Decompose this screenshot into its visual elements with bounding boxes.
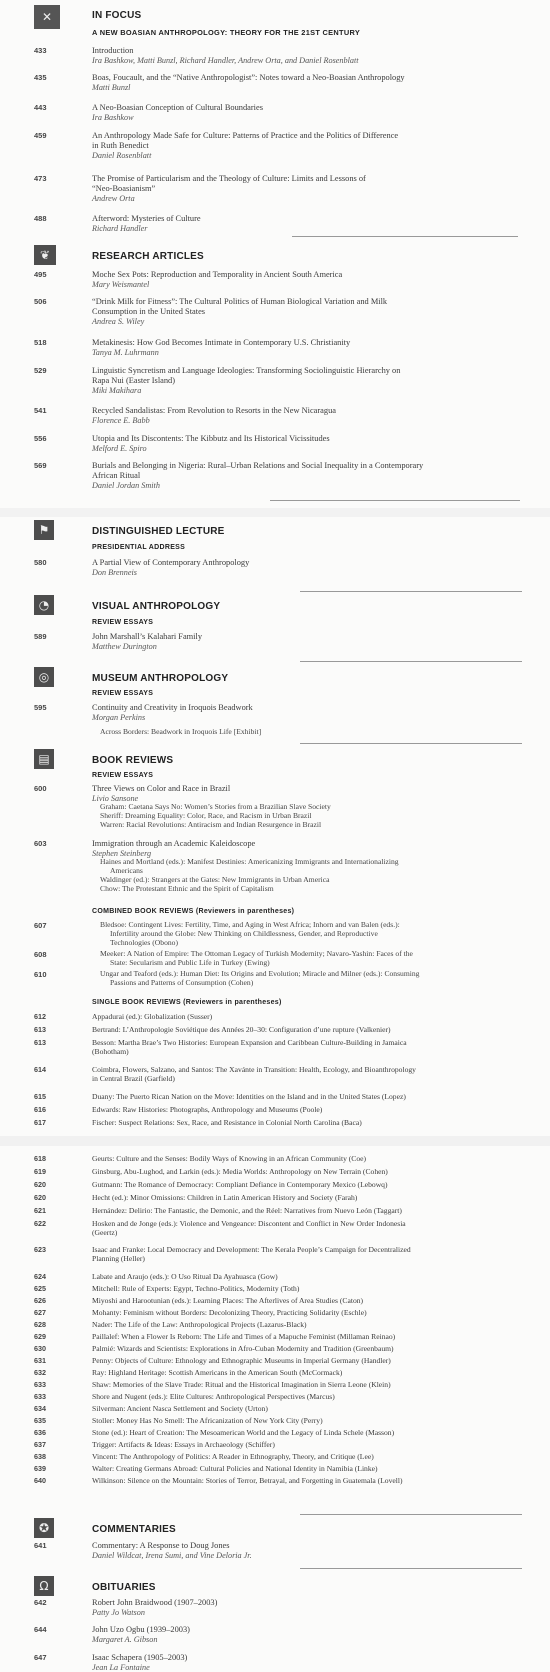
page-number: 627 — [34, 1308, 46, 1317]
reviewed-book: Haines and Mortland (eds.): Manifest Destinies: Americanizing Immigrants and Internationalizing — [100, 857, 399, 867]
section-heading-museum-anthropology: MUSEUM ANTHROPOLOGY — [92, 673, 229, 684]
page-number: 518 — [34, 338, 47, 347]
entry-authors: Stephen Steinberg — [92, 848, 152, 858]
entry-title: John Uzo Ogbu (1939–2003) — [92, 1625, 190, 1634]
page-number: 633 — [34, 1392, 46, 1401]
page-number: 630 — [34, 1344, 46, 1353]
visual-anthropology-icon: ◔ — [34, 595, 54, 615]
section-heading-commentaries: COMMENTARIES — [92, 1524, 176, 1535]
single-review-text: Coimbra, Flowers, Salzano, and Santos: The Xavánte in Transition: Health, Ecology, and Bioanthropology — [92, 1065, 416, 1074]
page-number: 459 — [34, 131, 47, 140]
entry-title-continued: Consumption in the United States — [92, 306, 206, 316]
entry-title-continued: “Neo-Boasianism” — [92, 183, 156, 193]
page-number: 618 — [34, 1154, 46, 1163]
section-subheading: REVIEW ESSAYS — [92, 619, 154, 626]
single-review-text: Gutmann: The Romance of Democracy: Compliant Defiance in Contemporary Mexico (Lebowq) — [92, 1180, 388, 1189]
single-review-text: Vincent: The Anthropology of Politics: A Reader in Ethnography, Theory, and Critique (Lee) — [92, 1452, 374, 1461]
entry-title: Immigration through an Academic Kaleidoscope — [92, 839, 256, 848]
section-heading-research-articles: RESEARCH ARTICLES — [92, 251, 204, 262]
page-number: 620 — [34, 1193, 46, 1202]
page-number: 641 — [34, 1541, 47, 1550]
entry-authors: Daniel Rosenblatt — [92, 150, 152, 160]
entry-title: An Anthropology Made Safe for Culture: Patterns of Practice and the Politics of Difference — [92, 131, 399, 140]
single-review-text-continued: (Bohotham) — [92, 1047, 129, 1057]
entry-authors: Florence E. Babb — [92, 415, 150, 425]
single-review-text: Ginsburg, Abu-Lughod, and Larkin (eds.): Media Worlds: Anthropology on New Terrain (Cohen) — [92, 1167, 388, 1176]
page-number: 617 — [34, 1118, 46, 1127]
page-number: 647 — [34, 1653, 47, 1662]
entry-title: Afterword: Mysteries of Culture — [92, 214, 201, 223]
single-review-text: Ray: Highland Heritage: Scottish Americans in the American South (McCormack) — [92, 1368, 343, 1377]
single-review-text-continued: (Geertz) — [92, 1228, 118, 1238]
page-number: 506 — [34, 297, 47, 306]
single-review-text: Penny: Objects of Culture: Ethnology and Ethnographic Museums in Imperial Germany (Handler) — [92, 1356, 391, 1365]
entry-authors: Margaret A. Gibson — [92, 1634, 158, 1644]
page-number: 640 — [34, 1476, 46, 1485]
page-number: 631 — [34, 1356, 46, 1365]
reviewed-book: Graham: Caetana Says No: Women’s Stories from a Brazilian Slave Society — [100, 802, 331, 812]
page-number: 620 — [34, 1180, 46, 1189]
page-number: 610 — [34, 970, 47, 979]
page-number: 595 — [34, 703, 47, 712]
page-number: 635 — [34, 1416, 46, 1425]
combined-review-text-continued: State: Secularism and Public Life in Turkey (Ewing) — [110, 957, 270, 967]
entry-title: “Drink Milk for Fitness”: The Cultural Politics of Human Biological Variation and Milk — [92, 297, 388, 306]
page-number: 644 — [34, 1625, 47, 1634]
single-review-text: Wilkinson: Silence on the Mountain: Stories of Terror, Betrayal, and Forgetting in Guatemala (Lovell) — [92, 1476, 403, 1485]
entry-authors: Melford E. Spiro — [92, 443, 147, 453]
page-number: 624 — [34, 1272, 46, 1281]
museum-anthropology-icon: ◎ — [34, 667, 54, 687]
combined-review-text: Bledsoe: Contingent Lives: Fertility, Time, and Aging in West Africa; Inhorn and van Balen (eds.): — [100, 920, 400, 929]
page-number: 580 — [34, 558, 47, 567]
page-number: 600 — [34, 784, 47, 793]
page-number: 638 — [34, 1452, 46, 1461]
entry-title-continued: in Ruth Benedict — [92, 140, 149, 150]
contents-sheet-1 — [0, 0, 550, 508]
section-subheading: SINGLE BOOK REVIEWS (Reviewers in parentheses) — [92, 999, 282, 1006]
single-review-text: Stoller: Money Has No Smell: The Africanization of New York City (Perry) — [92, 1416, 323, 1425]
page-number: 623 — [34, 1245, 46, 1254]
page-number: 435 — [34, 73, 47, 82]
entry-title: A Neo-Boasian Conception of Cultural Boundaries — [92, 103, 263, 112]
page-number: 632 — [34, 1368, 46, 1377]
combined-review-text-continued: Infertility around the Globe: New Thinking on Childlessness, Gender, and Reproductive — [110, 928, 378, 938]
commentaries-icon: ✪ — [34, 1518, 54, 1538]
entry-related-item: Across Borders: Beadwork in Iroquois Life [Exhibit] — [100, 727, 262, 737]
section-subheading: COMBINED BOOK REVIEWS (Reviewers in parentheses) — [92, 908, 295, 915]
divider — [300, 1568, 522, 1569]
research-articles-icon: ❦ — [34, 245, 56, 265]
divider — [292, 236, 518, 237]
entry-authors: Don Brenneis — [92, 567, 137, 577]
single-review-text-continued: Planning (Heller) — [92, 1254, 145, 1264]
page-number: 614 — [34, 1065, 46, 1074]
single-review-text: Miyoshi and Harootunian (eds.): Learning Places: The Afterlives of Area Studies (Caton) — [92, 1296, 364, 1305]
entry-title: The Promise of Particularism and the Theology of Culture: Limits and Lessons of — [92, 174, 366, 183]
entry-title: Robert John Braidwood (1907–2003) — [92, 1598, 218, 1607]
page-number: 488 — [34, 214, 47, 223]
single-review-text: Isaac and Franke: Local Democracy and Development: The Kerala People’s Campaign for Decentralized — [92, 1245, 411, 1254]
entry-title: Continuity and Creativity in Iroquois Beadwork — [92, 703, 253, 712]
combined-review-text-continued: Passions and Patterns of Consumption (Cohen) — [110, 977, 254, 987]
single-review-text: Mitchell: Rule of Experts: Egypt, Techno-Politics, Modernity (Toth) — [92, 1284, 300, 1293]
reviewed-book: Warren: Racial Revolutions: Antiracism and Indian Resurgence in Brazil — [100, 819, 322, 829]
obituaries-icon: Ω — [34, 1576, 54, 1596]
entry-authors: Patty Jo Watson — [92, 1607, 145, 1617]
single-review-text-continued: in Central Brazil (Garfield) — [92, 1074, 175, 1084]
page-number: 625 — [34, 1284, 46, 1293]
single-review-text: Hosken and de Jonge (eds.): Violence and Vengeance: Discontent and Conflict in New Order Indonesia — [92, 1219, 406, 1228]
section-subheading: PRESIDENTIAL ADDRESS — [92, 544, 186, 551]
page-number: 619 — [34, 1167, 46, 1176]
page-number: 629 — [34, 1332, 46, 1341]
entry-authors: Daniel Wildcat, Irena Sumi, and Vine Deloria Jr. — [92, 1550, 252, 1560]
reviewed-book-continued: Americans — [110, 866, 143, 875]
page-number: 569 — [34, 461, 47, 470]
page-number: 603 — [34, 839, 47, 848]
section-heading-visual-anthropology: VISUAL ANTHROPOLOGY — [92, 601, 221, 612]
single-review-text: Nader: The Life of the Law: Anthropological Projects (Lazarus-Black) — [92, 1320, 307, 1329]
divider — [300, 1514, 522, 1515]
entry-title-continued: African Ritual — [92, 470, 141, 480]
single-review-text: Paillalef: When a Flower Is Reborn: The Life and Times of a Mapuche Feminist (Millaman Reinao) — [92, 1332, 396, 1341]
page-number: 639 — [34, 1464, 46, 1473]
entry-authors: Miki Makihara — [92, 385, 142, 395]
page-number: 529 — [34, 366, 47, 375]
divider — [300, 743, 522, 744]
entry-title: Burials and Belonging in Nigeria: Rural–Urban Relations and Social Inequality in a Contemporary — [92, 461, 424, 470]
single-review-text: Duany: The Puerto Rican Nation on the Move: Identities on the Island and in the United States (Lopez) — [92, 1092, 406, 1101]
single-review-text: Bertrand: L’Anthropologie Soviétique des Années 20–30: Configuration d’une rupture (Valkenier) — [92, 1025, 391, 1034]
single-review-text: Mohanty: Feminism without Borders: Decolonizing Theory, Practicing Solidarity (Eschle) — [92, 1308, 367, 1317]
entry-authors: Ira Bashkow, Matti Bunzl, Richard Handler, Andrew Orta, and Daniel Rosenblatt — [92, 55, 359, 65]
entry-title: Linguistic Syncretism and Language Ideologies: Transforming Sociolinguistic Hierarchy on — [92, 366, 401, 375]
single-review-text: Labate and Araujo (eds.): O Uso Ritual Da Ayahuasca (Gow) — [92, 1272, 278, 1281]
single-review-text: Geurts: Culture and the Senses: Bodily Ways of Knowing in an African Community (Coe) — [92, 1154, 367, 1163]
page-number: 556 — [34, 434, 47, 443]
entry-title: John Marshall’s Kalahari Family — [92, 632, 203, 641]
entry-authors: Tanya M. Luhrmann — [92, 347, 159, 357]
single-review-text: Edwards: Raw Histories: Photographs, Anthropology and Museums (Poole) — [92, 1105, 323, 1114]
entry-authors: Andrew Orta — [92, 193, 135, 203]
reviewed-book: Waldinger (ed.): Strangers at the Gates: New Immigrants in Urban America — [100, 874, 330, 884]
page-number: 642 — [34, 1598, 47, 1607]
entry-authors: Daniel Jordan Smith — [92, 480, 160, 490]
page-number: 443 — [34, 103, 47, 112]
page-number: 473 — [34, 174, 47, 183]
section-heading-distinguished-lecture: DISTINGUISHED LECTURE — [92, 526, 225, 537]
page-number: 637 — [34, 1440, 46, 1449]
single-review-text: Appadurai (ed.): Globalization (Susser) — [92, 1012, 213, 1021]
entry-title-continued: Rapa Nui (Easter Island) — [92, 375, 176, 385]
in-focus-icon: ✕ — [34, 5, 60, 29]
sheet-gap — [0, 1136, 550, 1146]
page-number: 613 — [34, 1038, 46, 1047]
entry-title: Recycled Sandalistas: From Revolution to Resorts in the New Nicaragua — [92, 406, 336, 415]
combined-review-text: Meeker: A Nation of Empire: The Ottoman Legacy of Turkish Modernity; Navaro-Yashin: Faces of the — [100, 949, 413, 958]
page-number: 615 — [34, 1092, 46, 1101]
book-reviews-icon: ▤ — [34, 749, 54, 769]
single-review-text: Besson: Martha Brae’s Two Histories: European Expansion and Caribbean Culture-Building in Jamaica — [92, 1038, 407, 1047]
entry-title: Three Views on Color and Race in Brazil — [92, 784, 231, 793]
single-review-text: Fischer: Suspect Relations: Sex, Race, and Resistance in Colonial North Carolina (Baca) — [92, 1118, 362, 1127]
distinguished-lecture-icon: ⚑ — [34, 520, 54, 540]
entry-authors: Matthew Durington — [92, 641, 157, 651]
page-number: 636 — [34, 1428, 46, 1437]
reviewed-book: Chow: The Protestant Ethnic and the Spirit of Capitalism — [100, 883, 274, 893]
page-number: 433 — [34, 46, 47, 55]
single-review-text: Shaw: Memories of the Slave Trade: Ritual and the Historical Imagination in Sierra Leone (Klein) — [92, 1380, 391, 1389]
single-review-text: Palmié: Wizards and Scientists: Explorations in Afro-Cuban Modernity and Tradition (Greenbaum) — [92, 1344, 394, 1353]
entry-title: Introduction — [92, 46, 134, 55]
single-review-text: Stone (ed.): Heart of Creation: The Mesoamerican World and the Legacy of Linda Schele (Masson) — [92, 1428, 395, 1437]
page-number: 621 — [34, 1206, 46, 1215]
divider — [270, 500, 520, 501]
single-review-text: Shore and Nugent (eds.): Elite Cultures: Anthropological Perspectives (Marcus) — [92, 1392, 335, 1401]
single-review-text: Hernández: Delirio: The Fantastic, the Demonic, and the Réel: Narratives from Nuevo León (Taggart) — [92, 1206, 402, 1215]
combined-review-text: Ungar and Teaford (eds.): Human Diet: Its Origins and Evolution; Miracle and Milner (eds.): Consuming — [100, 969, 420, 978]
entry-title: Commentary: A Response to Doug Jones — [92, 1541, 230, 1550]
sheet-gap — [0, 508, 550, 517]
combined-review-text-continued: Technologies (Obono) — [110, 937, 179, 947]
entry-authors: Livio Sansone — [92, 793, 139, 803]
page-number: 541 — [34, 406, 47, 415]
entry-title: A Partial View of Contemporary Anthropology — [92, 558, 250, 567]
entry-authors: Richard Handler — [92, 223, 148, 233]
entry-authors: Ira Bashkow — [92, 112, 134, 122]
entry-authors: Morgan Perkins — [92, 712, 146, 722]
entry-authors: Matti Bunzl — [92, 82, 131, 92]
divider — [300, 591, 522, 592]
single-review-text: Walter: Creating Germans Abroad: Cultural Policies and National Identity in Namibia (Linke) — [92, 1464, 378, 1473]
single-review-text: Silverman: Ancient Nasca Settlement and Society (Urton) — [92, 1404, 268, 1413]
page-number: 495 — [34, 270, 47, 279]
entry-title: Isaac Schapera (1905–2003) — [92, 1653, 188, 1662]
section-subheading: REVIEW ESSAYS — [92, 690, 154, 697]
section-heading-obituaries: OBITUARIES — [92, 1582, 156, 1593]
section-heading-book-reviews: BOOK REVIEWS — [92, 755, 174, 766]
single-review-text: Trigger: Artifacts & Ideas: Essays in Archaeology (Schiffer) — [92, 1440, 275, 1449]
section-subheading: A NEW BOASIAN ANTHROPOLOGY: THEORY FOR THE 21ST CENTURY — [92, 28, 361, 37]
page-number: 626 — [34, 1296, 46, 1305]
entry-title: Boas, Foucault, and the “Native Anthropologist”: Notes toward a Neo-Boasian Anthropology — [92, 73, 405, 82]
page-number: 628 — [34, 1320, 46, 1329]
page-number: 613 — [34, 1025, 46, 1034]
reviewed-book: Sheriff: Dreaming Equality: Color, Race, and Racism in Urban Brazil — [100, 811, 312, 820]
contents-sheet-2 — [0, 517, 550, 1672]
page-number: 589 — [34, 632, 47, 641]
section-subheading: REVIEW ESSAYS — [92, 772, 154, 779]
single-review-text: Hecht (ed.): Minor Omissions: Children in Latin American History and Society (Farah) — [92, 1193, 358, 1202]
page-number: 607 — [34, 921, 47, 930]
entry-title: Moche Sex Pots: Reproduction and Temporality in Ancient South America — [92, 270, 343, 279]
entry-authors: Andrea S. Wiley — [92, 316, 145, 326]
page-number: 616 — [34, 1105, 46, 1114]
entry-authors: Mary Weismantel — [92, 279, 150, 289]
entry-title: Metakinesis: How God Becomes Intimate in Contemporary U.S. Christianity — [92, 338, 351, 347]
page-number: 608 — [34, 950, 47, 959]
page-number: 633 — [34, 1380, 46, 1389]
section-heading-in-focus: IN FOCUS — [92, 10, 142, 21]
entry-title: Utopia and Its Discontents: The Kibbutz and Its Historical Vicissitudes — [92, 434, 330, 443]
page-number: 634 — [34, 1404, 46, 1413]
page-number: 622 — [34, 1219, 46, 1228]
page-number: 612 — [34, 1012, 46, 1021]
entry-authors: Jean La Fontaine — [92, 1662, 150, 1672]
divider — [300, 661, 522, 662]
